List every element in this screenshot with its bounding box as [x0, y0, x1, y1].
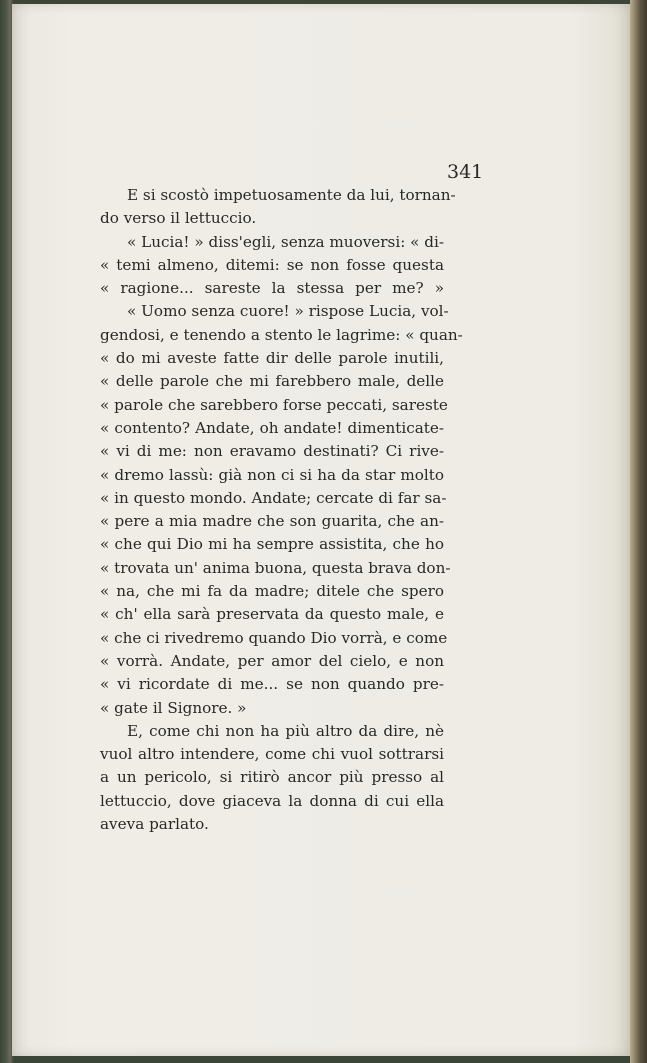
text-line: « vorrà. Andate, per amor del cielo, e non — [100, 651, 444, 670]
text-line: aveva parlato. — [100, 815, 209, 834]
text-line: a un pericolo, si ritirò ancor più presso al — [100, 768, 444, 787]
text-line: « temi almeno, ditemi: se non fosse questa — [100, 255, 444, 274]
book-edge — [630, 0, 647, 1063]
text-line: « ch' ella sarà preservata da questo male, e — [100, 605, 444, 624]
text-line: do verso il lettuccio. — [100, 209, 257, 228]
text-line: lettuccio, dove giaceva la donna di cui ella — [100, 791, 444, 810]
text-line: « Uomo senza cuore! » rispose Lucia, vol- — [127, 302, 449, 321]
text-line: « dremo lassù: già non ci si ha da star molto — [100, 465, 444, 484]
text-line: « che ci rivedremo quando Dio vorrà, e come — [100, 628, 448, 647]
text-line: gendosi, e tenendo a stento le lagrime: « quan- — [100, 325, 463, 344]
text-line: « che qui Dio mi ha sempre assistita, che ho — [100, 535, 444, 554]
text-line: « ragione... sareste la stessa per me? » — [100, 279, 444, 298]
text-line: « gate il Signore. » — [100, 698, 247, 717]
text-line: vuol altro intendere, come chi vuol sottrarsi — [100, 745, 444, 764]
text-line: « in questo mondo. Andate; cercate di far sa- — [100, 488, 447, 507]
text-line: « Lucia! » diss'egli, senza muoversi: « di- — [127, 232, 444, 251]
text-line: « vi ricordate di me... se non quando pre- — [100, 675, 444, 694]
text-line: « na, che mi fa da madre; ditele che spero — [100, 582, 444, 601]
text-line: « parole che sarebbero forse peccati, sareste — [100, 395, 448, 414]
body-text — [100, 184, 463, 836]
text-line: « do mi aveste fatte dir delle parole inutili, — [100, 349, 444, 368]
text-line: E si scostò impetuosamente da lui, tornan- — [127, 186, 456, 204]
text-line: « vi di me: non eravamo destinati? Ci rive- — [100, 442, 444, 461]
page-number: 341 — [447, 161, 484, 183]
paper-page — [12, 4, 630, 1056]
text-line: « pere a mia madre che son guarita, che an- — [100, 512, 444, 531]
text-line: « contento? Andate, oh andate! dimenticate- — [100, 418, 444, 437]
text-line: E, come chi non ha più altro da dire, nè — [127, 721, 444, 740]
text-line: « trovata un' anima buona, questa brava don- — [100, 558, 451, 577]
text-line: « delle parole che mi farebbero male, delle — [100, 372, 444, 391]
